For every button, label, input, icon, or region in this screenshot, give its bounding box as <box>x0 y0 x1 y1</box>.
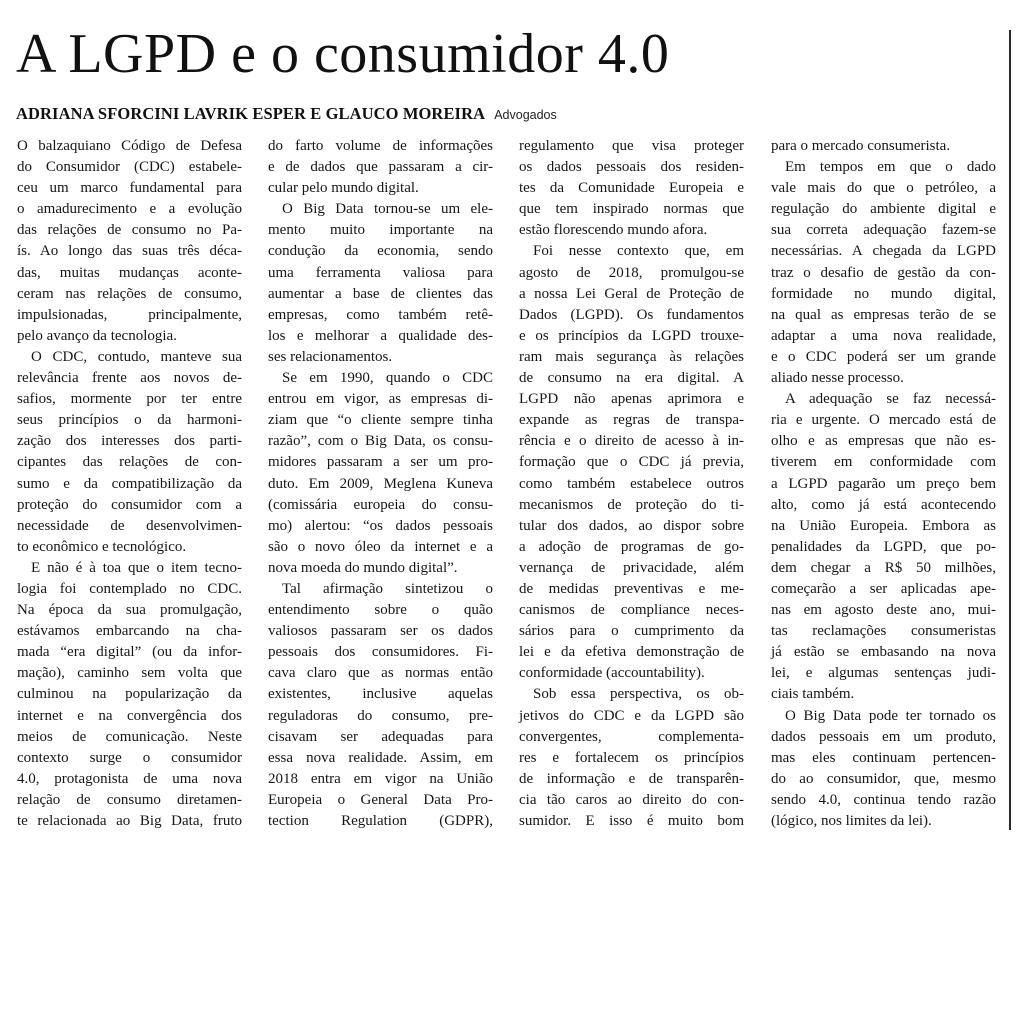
text-line: mo) alertou: “os dados pessoais <box>268 517 493 534</box>
text-line: mento muito importante na <box>268 222 493 239</box>
text-line: como também estabelece outros <box>519 475 744 492</box>
text-line: O balzaquiano Código de Defesa <box>17 138 242 154</box>
article-column-1 <box>17 136 242 832</box>
text-line: contexto surge o consumidor <box>17 749 242 766</box>
text-line: O Big Data pode ter tornado os <box>785 707 996 724</box>
text-line: Na época da sua promulgação, <box>17 602 242 619</box>
text-line: necessidade de desenvolvimen- <box>17 517 242 534</box>
text-line: e de dados que passaram a cir- <box>268 159 493 176</box>
text-line: O Big Data tornou-se um ele- <box>282 201 493 218</box>
text-line: são o novo óleo da internet e a <box>268 538 493 555</box>
text-line: ciais também. <box>771 686 855 703</box>
text-line: ses relacionamentos. <box>268 348 393 365</box>
text-line: O CDC, contudo, manteve sua <box>31 348 242 365</box>
text-line: a LGPD pagarão um preço bem <box>771 475 996 492</box>
text-line: de consumo na era digital. A <box>519 370 744 387</box>
text-line: sários para o cumprimento da <box>519 623 744 640</box>
text-line: Se em 1990, quando o CDC <box>282 370 493 387</box>
paragraph <box>17 136 242 347</box>
text-line: (comissária europeia do consu- <box>268 496 493 513</box>
article-column-2 <box>268 136 493 832</box>
text-line: para o mercado consumerista. <box>771 138 951 154</box>
text-line: mecanismos de proteção do ti- <box>519 496 744 513</box>
text-line: na qual as empresas terão de se <box>771 306 996 323</box>
text-line: regulação do ambiente digital e <box>771 201 996 218</box>
text-line: condução da economia, sendo <box>268 243 493 260</box>
text-line: estávamos embarcando na cha- <box>17 623 242 640</box>
text-line: que tem inspirado normas que <box>519 201 744 218</box>
text-line: de medidas preventivas e me- <box>519 580 744 597</box>
text-line: uma ferramenta valiosa para <box>268 264 493 281</box>
text-line: sua correta adequação fazem-se <box>771 222 996 239</box>
text-line: a adoção de programas de go- <box>519 538 744 555</box>
text-line: reguladoras do consumo, pre- <box>268 707 493 724</box>
text-line: safios, mormente por ter entre <box>17 391 242 408</box>
text-line: cava claro que as normas então <box>268 665 493 682</box>
text-line: Tal afirmação sintetizou o <box>282 580 493 597</box>
text-line: lei, e algumas sentenças judi- <box>771 665 996 682</box>
text-line: do ao consumidor, que, mesmo <box>771 770 996 787</box>
text-line: olho e as empresas que não es- <box>771 433 996 450</box>
text-line: cia tão caros ao direito do con- <box>519 791 744 808</box>
text-line: existentes, inclusive aquelas <box>268 686 493 703</box>
text-line: traz o desafio de gestão da con- <box>771 264 996 281</box>
text-line: tas reclamações consumeristas <box>771 623 996 640</box>
text-line: los e melhorar a qualidade des- <box>268 327 493 344</box>
text-line: 2018 entra em vigor na União <box>268 770 493 787</box>
text-line: Dados (LGPD). Os fundamentos <box>519 306 744 323</box>
text-line: impulsionadas, principalmente, <box>17 306 242 323</box>
text-line: já estão se embasando na nova <box>771 644 996 661</box>
text-line: A adequação se faz necessá- <box>785 391 996 408</box>
text-line: to econômico e tecnológico. <box>17 538 187 555</box>
text-line: nova moeda do mundo digital”. <box>268 559 458 576</box>
article-column-3 <box>519 136 744 832</box>
text-line: ria e urgente. O mercado está de <box>771 412 996 429</box>
text-line: lei e da efetiva demonstração de <box>519 644 744 661</box>
text-line: o amadurecimento e a evolução <box>17 201 242 218</box>
paragraph <box>17 558 242 832</box>
paragraph <box>268 579 493 832</box>
text-line: jetivos do CDC e da LGPD são <box>519 707 744 724</box>
text-line: ceram nas relações de consumo, <box>17 285 242 302</box>
paragraph <box>519 241 744 684</box>
text-line: aumentar a base de clientes das <box>268 285 493 302</box>
text-line: cipantes das relações de con- <box>17 454 242 471</box>
text-line: e o CDC poderá ser um grande <box>771 348 996 365</box>
text-line: dem chegar a R$ 50 milhões, <box>771 559 996 576</box>
text-line: internet e na convergência dos <box>17 707 242 724</box>
byline <box>16 104 557 125</box>
text-line: res e fortalecem os princípios <box>519 749 744 766</box>
text-line: vale mais do que o petróleo, a <box>771 180 996 197</box>
text-line: formação que o CDC já previa, <box>519 454 744 471</box>
text-line: ís. Ao longo das suas três déca- <box>17 243 242 260</box>
text-line: canismos de compliance neces- <box>519 602 744 619</box>
text-line: tes da Comunidade Europeia e <box>519 180 744 197</box>
text-line: te relacionada ao Big Data, fruto <box>17 813 242 829</box>
text-line: entrou em vigor, as empresas di- <box>268 391 493 408</box>
text-line: ziam que “o cliente sempre tinha <box>268 412 493 429</box>
page-edge-rule <box>1009 30 1011 830</box>
text-line: duto. Em 2009, Meglena Kuneva <box>268 475 493 492</box>
paragraph <box>771 389 996 705</box>
paragraph <box>519 136 744 241</box>
text-line: cisavam ser adequadas para <box>268 728 493 745</box>
text-line: 4.0, protagonista de uma nova <box>17 770 242 787</box>
text-line: (lógico, nos limites da lei). <box>771 813 932 829</box>
text-line: a nossa Lei Geral de Proteção de <box>519 285 744 302</box>
text-line: de informação e de transparên- <box>519 770 744 787</box>
text-line: essa nova realidade. Assim, em <box>268 749 493 766</box>
paragraph <box>268 199 493 368</box>
text-line: Em tempos em que o dado <box>785 159 996 176</box>
text-line: e os princípios da LGPD trouxe- <box>519 327 744 344</box>
text-line: logia foi contemplado no CDC. <box>17 580 242 597</box>
paragraph <box>268 136 493 199</box>
text-line: na União Europeia. Embora as <box>771 517 996 534</box>
text-line: cular pelo mundo digital. <box>268 180 419 197</box>
text-line: ram mais segurança às relações <box>519 348 744 365</box>
text-line: LGPD não apenas aprimora e <box>519 391 744 408</box>
text-line: conformidade (accountability). <box>519 665 705 682</box>
paragraph <box>771 157 996 389</box>
text-line: estão florescendo mundo afora. <box>519 222 708 239</box>
text-line: do farto volume de informações <box>268 138 493 154</box>
text-line: relação de consumo diretamen- <box>17 791 242 808</box>
text-line: agosto de 2018, promulgou-se <box>519 264 744 281</box>
text-line: expande as regras de transpa- <box>519 412 744 429</box>
paragraph <box>771 706 996 833</box>
byline-role: Advogados <box>494 108 557 122</box>
text-line: mas eles continuam pertencen- <box>771 749 996 766</box>
text-line: zação dos interesses dos parti- <box>17 433 242 450</box>
paragraph <box>771 136 996 157</box>
text-line: culminou na popularização da <box>17 686 242 703</box>
text-line: razão”, com o Big Data, os consu- <box>268 433 493 450</box>
paragraph <box>17 347 242 558</box>
paragraph <box>519 684 744 832</box>
text-line: os dados pessoais dos residen- <box>519 159 744 176</box>
text-line: seus princípios o da harmoni- <box>17 412 242 429</box>
text-line: mação), caminho sem volta que <box>17 665 242 682</box>
text-line: Europeia o General Data Pro- <box>268 791 493 808</box>
text-line: mada “era digital” (ou da infor- <box>17 644 242 661</box>
text-line: sendo 4.0, continua tendo razão <box>771 791 996 808</box>
text-line: vernança de privacidade, além <box>519 559 744 576</box>
text-line: valiosos passaram ser os dados <box>268 623 493 640</box>
text-line: alto, como já está acontecendo <box>771 496 996 513</box>
text-line: regulamento que visa proteger <box>519 138 744 154</box>
text-line: Sob essa perspectiva, os ob- <box>533 686 744 703</box>
paragraph <box>268 368 493 579</box>
text-line: empresas, como também retê- <box>268 306 493 323</box>
text-line: tiverem em conformidade com <box>771 454 996 471</box>
text-line: sumo e da compatibilização da <box>17 475 242 492</box>
text-line: dados pessoais em um produto, <box>771 728 996 745</box>
text-line: convergentes, complementa- <box>519 728 744 745</box>
text-line: penalidades da LGPD, que po- <box>771 538 996 555</box>
byline-authors: ADRIANA SFORCINI LAVRIK ESPER E GLAUCO MOREIRA <box>16 104 486 123</box>
text-line: adaptar a uma nova realidade, <box>771 327 996 344</box>
text-line: das, muitas mudanças aconte- <box>17 264 242 281</box>
text-line: entendimento sobre o quão <box>268 602 493 619</box>
text-line: meios de comunicação. Neste <box>17 728 242 745</box>
article-column-4 <box>771 136 996 832</box>
text-line: do Consumidor (CDC) estabele- <box>17 159 242 176</box>
text-line: Foi nesse contexto que, em <box>533 243 744 260</box>
text-line: proteção do consumidor com a <box>17 496 242 513</box>
text-line: formidade no mundo digital, <box>771 285 996 302</box>
text-line: começarão a ser aplicadas ape- <box>771 580 996 597</box>
text-line: necessárias. A chegada da LGPD <box>771 243 996 260</box>
text-line: ceu um marco fundamental para <box>17 180 242 197</box>
text-line: E não é à toa que o item tecno- <box>31 559 242 576</box>
text-line: sumidor. E isso é muito bom <box>519 813 744 829</box>
text-line: pelo avanço da tecnologia. <box>17 327 177 344</box>
text-line: das relações de consumo no Pa- <box>17 222 242 239</box>
text-line: rência e o direito de acesso à in- <box>519 433 744 450</box>
text-line: tular dos dados, ao dispor sobre <box>519 517 744 534</box>
article-headline: A LGPD e o consumidor 4.0 <box>16 23 670 85</box>
text-line: midores passaram a ser um pro- <box>268 454 493 471</box>
text-line: relevância frente aos novos de- <box>17 370 242 387</box>
text-line: aliado nesse processo. <box>771 370 904 387</box>
text-line: nas em agosto deste ano, mui- <box>771 602 996 619</box>
text-line: pessoais dos consumidores. Fi- <box>268 644 493 661</box>
text-line: tection Regulation (GDPR), <box>268 813 493 829</box>
